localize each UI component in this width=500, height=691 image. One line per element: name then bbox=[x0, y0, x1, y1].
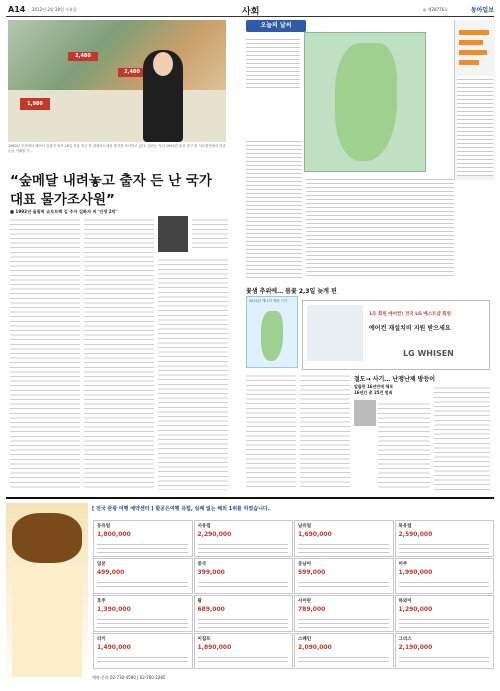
lg-ad[interactable] bbox=[302, 300, 490, 370]
ticket-details bbox=[399, 654, 490, 666]
ticket-price: 2,290,000 bbox=[197, 531, 232, 538]
ticket-item[interactable] bbox=[294, 595, 394, 632]
publisher-logo: 동아일보 bbox=[470, 7, 494, 14]
ticket-price: 1,290,000 bbox=[398, 606, 433, 613]
market-photo bbox=[8, 20, 226, 142]
ad-brand: LG WHISEN bbox=[403, 349, 454, 358]
ticket-price: 689,000 bbox=[197, 606, 225, 613]
article3-headline: 절도→ 사기… 난쟁난제 방등이 bbox=[354, 376, 436, 383]
ticket-item[interactable] bbox=[395, 558, 495, 595]
ticket-item[interactable] bbox=[93, 558, 193, 595]
ticket-details bbox=[198, 541, 289, 553]
ticket-price: 1,800,000 bbox=[97, 531, 131, 538]
ticket-item[interactable] bbox=[93, 633, 193, 670]
ticket-name: 동남아 bbox=[298, 561, 312, 567]
article-column bbox=[84, 216, 154, 490]
article-column bbox=[192, 216, 228, 252]
ticket-name: 동유럽 bbox=[97, 524, 111, 529]
ticket-item[interactable] bbox=[294, 558, 394, 595]
ticket-details bbox=[298, 579, 389, 591]
bloom-map bbox=[246, 296, 298, 368]
ticket-price: 2,090,000 bbox=[298, 643, 332, 651]
article-column bbox=[158, 256, 228, 490]
ticket-price: 399,000 bbox=[197, 568, 225, 576]
ticket-price: 1,390,000 bbox=[97, 606, 131, 613]
portrait-photo bbox=[158, 216, 188, 252]
weekly-forecast bbox=[306, 176, 454, 278]
ticket-details bbox=[97, 616, 188, 628]
page-header bbox=[6, 4, 494, 17]
ticket-details bbox=[198, 654, 289, 666]
weather-title: 오늘의 날씨 bbox=[246, 20, 306, 32]
ticket-name: 스페인 bbox=[298, 636, 312, 642]
travel-ad[interactable] bbox=[6, 497, 494, 687]
article2-column bbox=[300, 372, 350, 490]
weather-section bbox=[246, 20, 494, 285]
ticket-price: 1,890,000 bbox=[197, 643, 232, 651]
ticket-details bbox=[198, 579, 289, 591]
weather-sidebar bbox=[454, 20, 495, 180]
article-subhead: ■ 1992년 울림픽 쇼트트랙 김 주자 김화자 씨 '인생 2막' bbox=[10, 209, 118, 214]
ticket-details bbox=[198, 616, 289, 628]
temp-bar bbox=[459, 50, 487, 55]
ticket-details bbox=[298, 654, 389, 666]
ticket-price: 2,190,000 bbox=[398, 643, 433, 651]
ticket-item[interactable] bbox=[395, 595, 495, 632]
city-table bbox=[246, 138, 302, 278]
temp-bar bbox=[459, 40, 483, 45]
ticket-price: 599,000 bbox=[298, 568, 326, 576]
article3-photo bbox=[354, 400, 376, 426]
photo-caption: 1960년 부산에서 태어난 김화자 씨가 28일 서울 중구 한 대형마트에서 물가를 조사하고 있다. 김씨는 지난 1992년 울산 중구 한 식료품점에서 단골손님 거래를 가... bbox=[8, 144, 226, 153]
price-tag: 1,980 bbox=[20, 98, 50, 110]
ticket-details bbox=[399, 616, 490, 628]
ticket-name: 사이판 bbox=[298, 599, 312, 604]
ticket-name: 호주 bbox=[97, 599, 106, 604]
article3-subhead2: 16년간 총 25건 범죄 bbox=[354, 390, 393, 395]
temp-bar bbox=[459, 60, 479, 65]
korea-land bbox=[335, 43, 397, 161]
travel-ad-footer: 예약·문의 02-730-4590 | 02-760-2285 bbox=[92, 675, 166, 680]
ticket-item[interactable] bbox=[93, 595, 193, 632]
forecast-table bbox=[457, 76, 493, 176]
temp-bar bbox=[459, 30, 489, 35]
price-tag: 2,480 bbox=[118, 68, 146, 77]
travel-ad-left bbox=[6, 503, 88, 687]
ad-graphic bbox=[12, 565, 82, 677]
ticket-item[interactable] bbox=[395, 520, 495, 557]
ticket-name: 북유럽 bbox=[398, 524, 412, 529]
article3-column bbox=[434, 384, 490, 490]
inline-subhead bbox=[86, 262, 152, 274]
ticket-name: 괌 bbox=[197, 599, 202, 604]
ad-image bbox=[307, 305, 363, 361]
ticket-name: 터키 bbox=[97, 636, 106, 642]
ticket-grid bbox=[92, 519, 494, 683]
ticket-item[interactable] bbox=[294, 520, 394, 557]
issue-number: ◎ 제28776호 bbox=[422, 7, 448, 12]
article2-headline: 꽃샘 추위에… 봄꽃 2,3일 늦게 핀 bbox=[246, 288, 337, 295]
ticket-name: 일본 bbox=[97, 561, 106, 567]
page-number: A14 bbox=[8, 5, 26, 14]
ticket-name: 남유럽 bbox=[298, 524, 312, 529]
section-title: 사회 bbox=[242, 7, 260, 17]
weather-text bbox=[246, 36, 300, 88]
ticket-item[interactable] bbox=[93, 520, 193, 557]
article-column bbox=[10, 216, 80, 490]
article-headline: “숲메달 내려놓고 출자 든 난 국가대표 물가조사원” bbox=[10, 173, 212, 208]
ticket-price: 2,590,000 bbox=[398, 531, 433, 538]
ticket-details bbox=[97, 654, 188, 666]
ad-line1: 1등 회원 에어컨! 전국 LG 베스트샵 회원 bbox=[369, 312, 452, 317]
ticket-name: 이집트 bbox=[197, 636, 211, 642]
ticket-name: 중국 bbox=[197, 561, 207, 567]
ticket-price: 1,490,000 bbox=[97, 643, 131, 651]
ticket-price: 1,990,000 bbox=[398, 568, 433, 576]
ad-line2: 에어컨 재설치비 지원 받으세요 bbox=[369, 325, 451, 332]
ad-graphic bbox=[12, 513, 82, 563]
ticket-price: 1,690,000 bbox=[298, 531, 332, 538]
ticket-item[interactable] bbox=[194, 595, 294, 632]
ticket-item[interactable] bbox=[194, 520, 294, 557]
ticket-details bbox=[399, 579, 490, 591]
korea-land bbox=[261, 311, 283, 361]
ticket-item[interactable] bbox=[395, 633, 495, 670]
ticket-name: 그리스 bbox=[398, 636, 412, 642]
travel-ad-title: [ 전국 관광 여행 예약센터 ] 할공은여행 유럽, 실패 없는 해외 1위를 하였습니다. bbox=[92, 506, 270, 512]
ticket-item[interactable] bbox=[194, 558, 294, 595]
ticket-item[interactable] bbox=[194, 633, 294, 670]
issue-date: 2012년 2월 29일 수요일 bbox=[32, 7, 77, 12]
ticket-details bbox=[298, 616, 389, 628]
article3-subhead1: 알뜰한 16년만에 체포 bbox=[354, 384, 394, 389]
article3-column bbox=[378, 400, 430, 490]
person-face bbox=[153, 52, 173, 76]
ticket-name: 미주 bbox=[398, 561, 408, 567]
ticket-item[interactable] bbox=[294, 633, 394, 670]
ticket-price: 789,000 bbox=[298, 606, 326, 613]
ticket-details bbox=[97, 579, 188, 591]
ticket-details bbox=[399, 541, 490, 553]
ticket-name: 서유럽 bbox=[197, 524, 211, 529]
price-tag: 2,480 bbox=[68, 52, 98, 61]
ticket-price: 499,000 bbox=[97, 568, 125, 576]
ticket-details bbox=[97, 541, 188, 553]
weather-map bbox=[304, 32, 426, 172]
ticket-details bbox=[298, 541, 389, 553]
article2-column bbox=[246, 372, 296, 490]
bloom-map-label: 2012년 개나리 개화 시기 bbox=[249, 299, 288, 303]
ticket-name: 하와이 bbox=[398, 599, 412, 604]
